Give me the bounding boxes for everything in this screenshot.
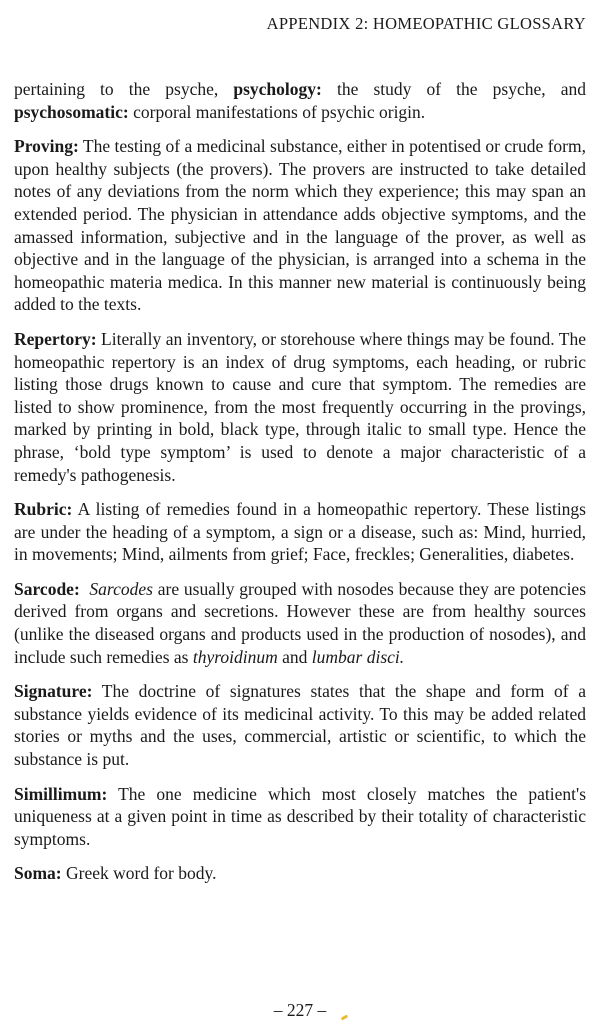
- definition-text: are usually grouped with nosodes because they are potencies derived from organs and secretions. However these are from healthy sources (unlike the diseased organs and products used in the production of nosodes), and include such remedies as: [14, 578, 587, 667]
- text-run: the study of the psyche, and: [321, 79, 586, 99]
- page-number: – 227 –: [273, 1000, 327, 1020]
- glossary-entry-signature: [14, 680, 586, 770]
- glossary-entry-soma: [14, 862, 586, 885]
- text-run: pertaining to the psyche,: [14, 79, 234, 99]
- definition-text: The doctrine of signatures states that the shape and form of a substance yields evidence of its medicinal activity. To this may be added related stories or myths and the uses, commercial, artistic or scientific, to which the substance is put.: [14, 681, 586, 770]
- definition-text: corporal manifestations of psychic origin.: [128, 101, 426, 122]
- italic-lumbar-disci: lumbar disci.: [311, 646, 405, 667]
- term-rubric: Rubric:: [14, 499, 73, 520]
- term-psychosomatic: psychosomatic:: [14, 101, 129, 122]
- term-psychology: psychology:: [233, 79, 322, 99]
- definition-text: Literally an inventory, or storehouse where things may be found. The homeopathic repertory is an index of drug symptoms, each heading, or rubric listing those drugs known to cause and cure that symptom. The remedies are listed to show prominence, from the most frequently occurring in the provings, marked by printing in bold, black type, through italic to small type. Hence the phrase, ‘bold type symptom’ is used to denote a major characteristic of a remedy's pathogenesis.: [14, 328, 586, 485]
- term-soma: Soma:: [14, 863, 62, 884]
- definition-text: A listing of remedies found in a homeopathic repertory. These listings are under the heading of a symptom, a sign or a disease, such as: Mind, hurried, in movements; Mind, ailments from grief; Face, freckles; Generalities, diabetes.: [14, 499, 586, 565]
- term-simillimum: Simillimum:: [14, 783, 108, 804]
- glossary-entry-sarcode: [14, 578, 586, 668]
- running-head: APPENDIX 2: HOMEOPATHIC GLOSSARY: [266, 14, 586, 33]
- term-repertory: Repertory:: [14, 328, 97, 349]
- text-run: and: [277, 646, 312, 667]
- glossary-entry-proving: [14, 135, 586, 316]
- glossary-entry-simillimum: [14, 783, 586, 851]
- italic-thyroidinum: thyroidinum: [192, 646, 278, 667]
- definition-text: Greek word for body.: [61, 863, 217, 884]
- term-proving: Proving:: [14, 136, 79, 157]
- italic-sarcodes: Sarcodes: [89, 578, 153, 599]
- text-run: [80, 579, 90, 599]
- glossary-entry-repertory: [14, 328, 586, 486]
- glossary-entry-rubric: [14, 498, 586, 566]
- definition-text: The testing of a medicinal substance, either in potentised or crude form, upon healthy subjects (the provers). The provers are instructed to take detailed notes of any deviations from the norm which they experience; this may span an extended period. The physician in attendance adds objective symptoms, and the amassed information, subjective and in the language of the prover, as well as objective and in the language of the physician, is arranged into a schema in the homeopathic materia medica. In this manner new material is continuously being added to the texts.: [14, 136, 586, 315]
- term-signature: Signature:: [14, 681, 93, 702]
- term-sarcode: Sarcode:: [14, 578, 80, 599]
- paragraph-psyche: [14, 78, 586, 123]
- definition-text: The one medicine which most closely matches the patient's uniqueness at a given point in time as described by their totality of characteristic symptoms.: [14, 783, 586, 849]
- glossary-body: [14, 78, 586, 897]
